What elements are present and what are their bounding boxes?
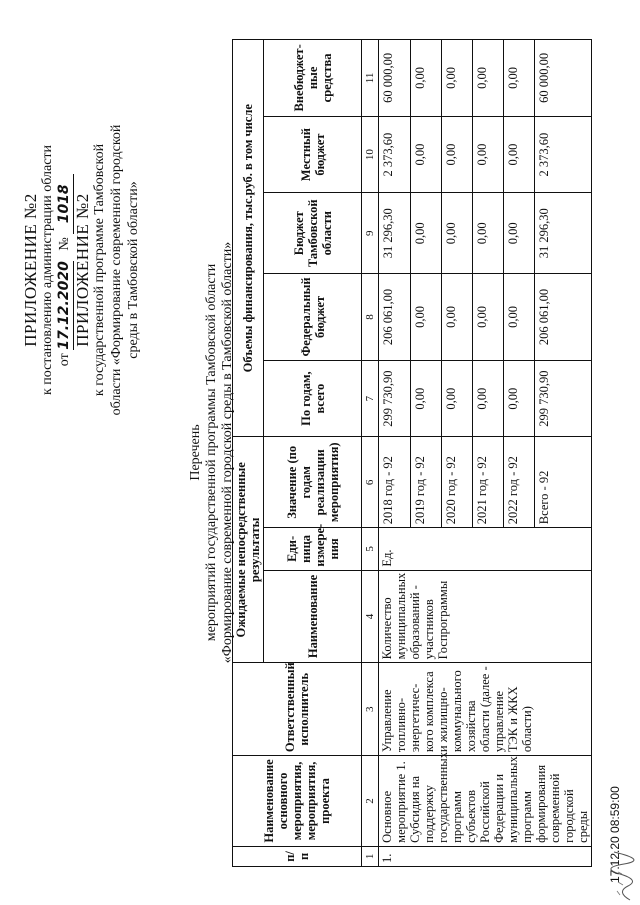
total-2022: 0,00 (503, 361, 534, 437)
title-line-3: «Формирование современной городской среды в Тамбовской области» (220, 241, 235, 664)
table-row (379, 40, 592, 867)
total-2019: 0,00 (410, 361, 441, 437)
row-result-name: Количество муниципальных образований - участников Госпрограммы (379, 570, 592, 663)
row-number: 1. (379, 846, 592, 866)
regional-2022: 0,00 (503, 193, 534, 273)
row-unit: Ед. (379, 528, 592, 570)
appendix-program-line-2: области «Формирование современной городской (109, 124, 124, 416)
header-executor: Ответственный исполнитель (233, 663, 362, 756)
header-federal: Федеральный бюджет (264, 274, 362, 361)
value-total: Всего - 92 (534, 437, 565, 527)
title-line-2: мероприятий государственной программы Тамбовской области (204, 263, 219, 642)
row-federal (379, 274, 592, 361)
extra-2022: 0,00 (503, 40, 534, 116)
regional-2020: 0,00 (441, 193, 472, 273)
print-timestamp: 17.12.20 08:59:00 (608, 786, 622, 883)
local-2020: 0,00 (441, 117, 472, 193)
extra-all: 60 000,00 (534, 40, 565, 116)
total-2018: 299 730,90 (381, 370, 395, 427)
header-name: Наименование основного мероприятия, мероприятия, проекта (233, 756, 362, 847)
appendix-resolution-line: к постановлению администрации области (40, 144, 55, 396)
local-2018: 2 373,60 (381, 132, 395, 177)
handwritten-date: 17.12.2020 (56, 261, 72, 350)
appendix-program-line-3: среды в Тамбовской области» (126, 181, 141, 359)
appendix-heading: ПРИЛОЖЕНИЕ №2 (21, 193, 40, 347)
header-total: По годам, всего (264, 360, 362, 437)
row-measure-name: Основное мероприятие 1. Субсидия на поддержку государственных программ субъектов Российской Федерации и муниципальных программ формирования современной городской среды (379, 756, 592, 847)
value-2020: 2020 год - 92 (441, 437, 472, 527)
header-local: Местный бюджет (264, 116, 362, 193)
regional-all: 31 296,30 (534, 193, 565, 273)
signature-scribble (590, 845, 640, 905)
header-result-name: Наименование (264, 570, 362, 663)
row-executor: Управление топливно-энергетичес-кого комплекса и жилищно-коммунального хозяйства области (далее - управление ТЭК и ЖКХ области) (379, 663, 592, 756)
extra-2021: 0,00 (472, 40, 503, 116)
total-2020: 0,00 (441, 361, 472, 437)
local-all: 2 373,60 (534, 117, 565, 193)
local-2019: 0,00 (410, 117, 441, 193)
local-2022: 0,00 (503, 117, 534, 193)
document-title (188, 0, 236, 905)
value-2018: 2018 год - 92 (381, 456, 395, 525)
federal-2019: 0,00 (410, 274, 441, 360)
column-number-row: 1 2 3 4 5 6 7 8 9 10 11 (362, 40, 379, 867)
appendix-program-line-1: к государственной программе Тамбовской (92, 143, 107, 397)
header-results-group: Ожидаемые непосредственные результаты (233, 437, 264, 663)
regional-2019: 0,00 (410, 193, 441, 273)
handwritten-number: 1018 (56, 174, 74, 234)
header-unit: Еди-ница измере-ния (264, 528, 362, 570)
row-totals (379, 360, 592, 437)
header-value: Значение (по годам реализации мероприятия) (264, 437, 362, 528)
extra-2020: 0,00 (441, 40, 472, 116)
value-2022: 2022 год - 92 (503, 437, 534, 527)
header-extra: Внебюджет-ные средства (264, 40, 362, 117)
regional-2021: 0,00 (472, 193, 503, 273)
total-2021: 0,00 (472, 361, 503, 437)
row-local (379, 116, 592, 193)
regional-2018: 31 296,30 (381, 208, 395, 259)
header-np: п/п (233, 846, 362, 866)
row-extra (379, 40, 592, 117)
federal-2022: 0,00 (503, 274, 534, 360)
total-all: 299 730,90 (534, 361, 565, 437)
value-2019: 2019 год - 92 (410, 437, 441, 527)
federal-2018: 206 061,00 (381, 288, 395, 346)
federal-all: 206 061,00 (534, 274, 565, 360)
appendix-date-line: от 17.12.2020 № 1018 (56, 60, 74, 480)
row-values (379, 437, 592, 528)
federal-2020: 0,00 (441, 274, 472, 360)
appendix-subheading: ПРИЛОЖЕНИЕ №2 (73, 193, 92, 347)
title-line-1: Перечень (188, 424, 203, 481)
value-2021: 2021 год - 92 (472, 437, 503, 527)
measures-table (232, 39, 592, 867)
extra-2019: 0,00 (410, 40, 441, 116)
row-regional (379, 193, 592, 274)
federal-2021: 0,00 (472, 274, 503, 360)
header-finance-group: Объемы финансирования, тыс.руб. в том числе (233, 40, 264, 437)
header-regional: Бюджет Тамбовской области (264, 193, 362, 274)
appendix-block (22, 60, 142, 480)
local-2021: 0,00 (472, 117, 503, 193)
extra-2018: 60 000,00 (381, 52, 395, 103)
